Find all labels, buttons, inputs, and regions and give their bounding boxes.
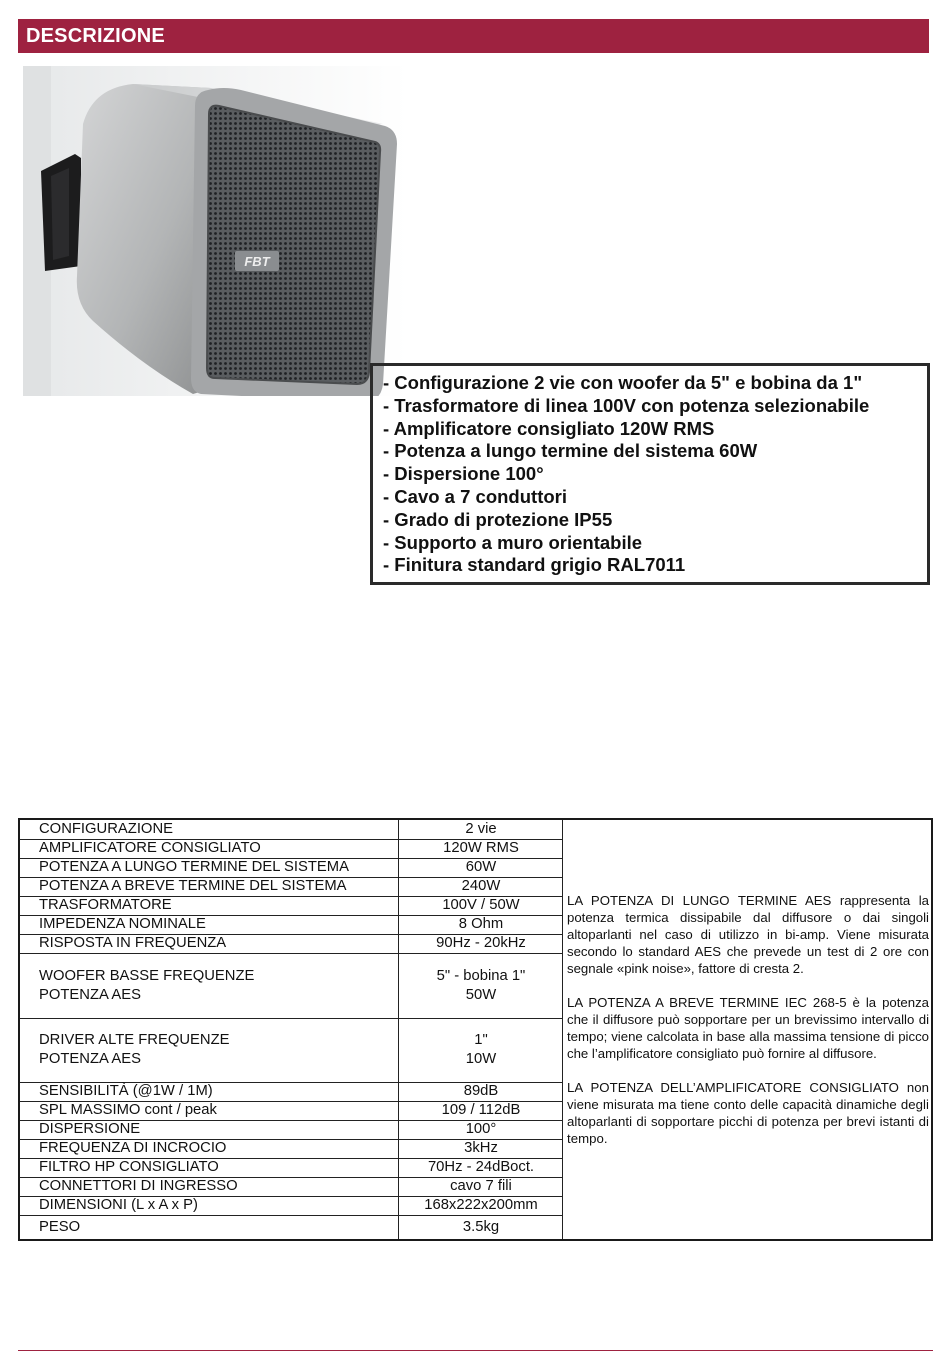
spec-value: 3.5kg: [462, 1219, 500, 1235]
feature-item: - Cavo a 7 conduttori: [383, 485, 567, 507]
feature-item: - Configurazione 2 vie con woofer da 5" e bobina da 1": [383, 372, 863, 393]
spec-label: SENSIBILITÀ (@1W / 1M): [39, 1083, 213, 1099]
spec-value: 70Hz - 24dBoct.: [427, 1159, 535, 1175]
brand-logo: FBT: [244, 254, 270, 269]
column-divider: [562, 820, 563, 1239]
row-divider: [20, 1215, 562, 1216]
spec-label: DIMENSIONI (L x A x P): [39, 1197, 198, 1213]
feature-item: - Potenza a lungo termine del sistema 60W: [383, 440, 758, 462]
row-divider: [20, 953, 562, 954]
features-box: [370, 363, 930, 585]
spec-table: [18, 818, 933, 1241]
feature-item: - Dispersione 100°: [383, 463, 544, 485]
spec-label: TRASFORMATORE: [39, 897, 172, 913]
spec-value: 1": [474, 1032, 488, 1048]
spec-value: 50W: [465, 987, 497, 1003]
spec-label: RISPOSTA IN FREQUENZA: [39, 935, 227, 951]
spec-label: POTENZA AES: [39, 987, 141, 1003]
features-list: [383, 372, 927, 577]
feature-item: - Amplificatore consigliato 120W RMS: [383, 417, 715, 439]
section-header-bar: [18, 19, 929, 53]
spec-label: PESO: [39, 1219, 81, 1235]
spec-label: DRIVER ALTE FREQUENZE: [39, 1032, 230, 1048]
spec-label: AMPLIFICATORE CONSIGLIATO: [39, 840, 261, 856]
spec-value: 120W RMS: [443, 840, 519, 856]
spec-value: 89dB: [463, 1083, 499, 1099]
spec-value: 2 vie: [465, 821, 497, 837]
notes-block: [567, 892, 929, 1147]
spec-value: 3kHz: [464, 1140, 498, 1156]
spec-label: DISPERSIONE: [39, 1121, 141, 1137]
feature-item: - Finitura standard grigio RAL7011: [383, 554, 686, 576]
section-title: DESCRIZIONE: [26, 25, 165, 47]
spec-value: 10W: [465, 1051, 497, 1067]
note-short-term-power: LA POTENZA A BREVE TERMINE IEC 268-5 è la potenza che il diffusore può sopportare per un brevissimo intervallo di tempo; viene calcolata in base alla massima tensione di picco che l’amplificatore consigliato può fornire al diffusore.: [567, 995, 929, 1061]
spec-value: 60W: [465, 859, 497, 875]
spec-value: 100°: [465, 1121, 497, 1137]
feature-item: - Grado di protezione IP55: [383, 508, 613, 530]
feature-item: - Trasformatore di linea 100V con potenza selezionabile: [383, 394, 870, 416]
row-divider: [20, 1018, 562, 1019]
spec-value: 8 Ohm: [458, 916, 504, 932]
spec-value: 168x222x200mm: [424, 1197, 538, 1213]
spec-label: IMPEDENZA NOMINALE: [39, 916, 206, 932]
spec-value: 5" - bobina 1": [436, 968, 526, 984]
feature-item: - Supporto a muro orientabile: [383, 531, 643, 553]
spec-label: FILTRO HP CONSIGLIATO: [39, 1159, 219, 1175]
spec-label: CONNETTORI DI INGRESSO: [39, 1178, 238, 1194]
spec-label: FREQUENZA DI INCROCIO: [39, 1140, 227, 1156]
spec-value: 90Hz - 20kHz: [436, 935, 526, 951]
footer-divider: [18, 1350, 933, 1351]
spec-value: 100V / 50W: [442, 897, 520, 913]
product-photo: [23, 66, 408, 396]
note-long-term-power: LA POTENZA DI LUNGO TERMINE AES rappresenta la potenza termica dissipabile dal diffusore o dai singoli altoparlanti nel caso di utilizzo in bi-amp. Viene misurata secondo lo standard AES che prevede un test di 2 ore con segnale «pink noise», fattore di cresta 2.: [567, 893, 929, 976]
spec-label: POTENZA A LUNGO TERMINE DEL SISTEMA: [39, 859, 349, 875]
spec-value: 109 / 112dB: [441, 1102, 521, 1118]
spec-value: cavo 7 fili: [450, 1178, 512, 1194]
spec-label: POTENZA AES: [39, 1051, 141, 1067]
spec-label: SPL MASSIMO cont / peak: [39, 1102, 217, 1118]
spec-value: 240W: [461, 878, 501, 894]
spec-label: WOOFER BASSE FREQUENZE: [39, 968, 255, 984]
spec-label: POTENZA A BREVE TERMINE DEL SISTEMA: [39, 878, 347, 894]
note-amplifier-power: LA POTENZA DELL’AMPLIFICATORE CONSIGLIATO non viene misurata ma tiene conto delle capacità dinamiche degli altoparlanti di sopportare picchi di potenza per brevi istanti di tempo.: [567, 1080, 929, 1146]
spec-label: CONFIGURAZIONE: [39, 821, 173, 837]
